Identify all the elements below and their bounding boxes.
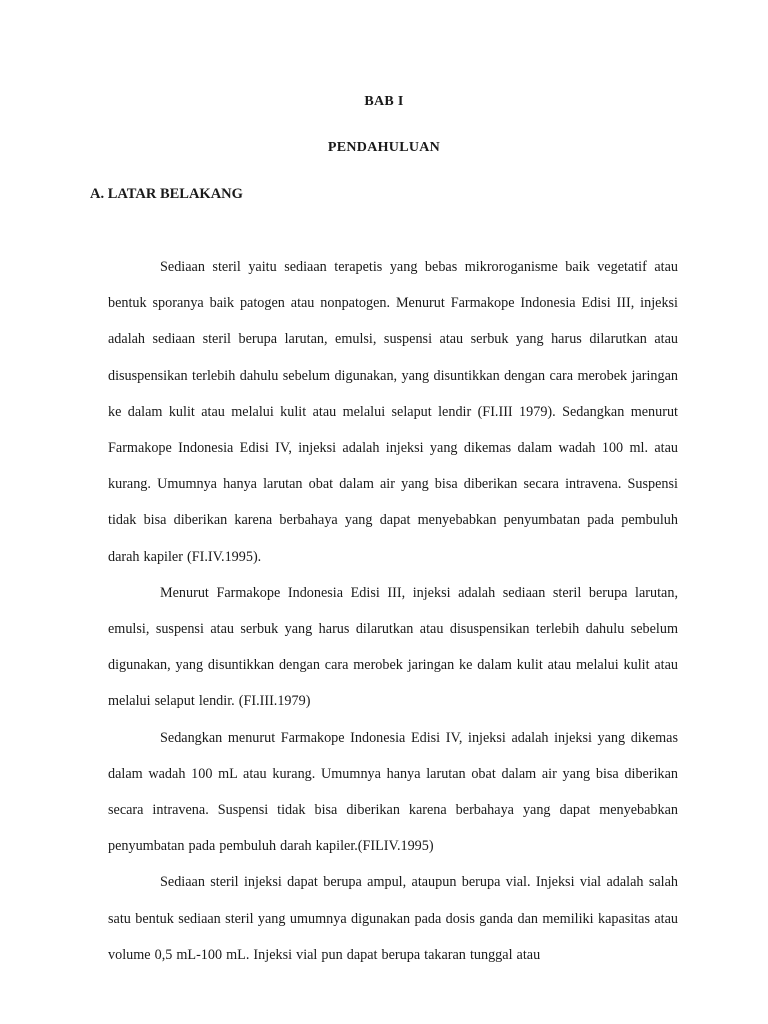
chapter-number: BAB I (364, 94, 404, 109)
paragraph-3: Sedangkan menurut Farmakope Indonesia Edisi IV, injeksi adalah injeksi yang dikemas dalam wadah 100 mL atau kurang. Umumnya hanya larutan obat dalam air yang bisa diberikan secara intravena. Suspensi tidak bisa diberikan karena berbahaya yang dapat menyebabkan penyumbatan pada pembuluh darah kapiler.(FILIV.1995) (108, 729, 678, 855)
paragraph-1: Sediaan steril yaitu sediaan terapetis yang bebas mikroroganisme baik vegetatif atau bentuk sporanya baik patogen atau nonpatogen. Menurut Farmakope Indonesia Edisi III, injeksi adalah sediaan steril berupa larutan, emulsi, suspensi atau serbuk yang harus dilarutkan atau disuspensikan terlebih dahulu sebelum digunakan, yang disuntikkan dengan cara merobek jaringan ke dalam kulit atau melalui kulit atau melalui selaput lendir (FI.III 1979). Sedangkan menurut Farmakope Indonesia Edisi IV, injeksi adalah injeksi yang dikemas dalam wadah 100 ml. atau kurang. Umumnya hanya larutan obat dalam air yang bisa diberikan secara intravena. Suspensi tidak bisa diberikan karena berbahaya yang dapat menyebabkan penyumbatan pada pembuluh darah kapiler (FI.IV.1995). (108, 259, 678, 565)
section-heading: A. LATAR BELAKANG (90, 186, 243, 202)
paragraph-4: Sediaan steril injeksi dapat berupa ampul, ataupun berupa vial. Injeksi vial adalah salah satu bentuk sediaan steril yang umumnya digunakan pada dosis ganda dan memiliki kapasitas atau volume 0,5 mL-100 mL. Injeksi vial pun dapat berupa takaran tunggal atau (108, 874, 678, 963)
body-text (108, 249, 678, 973)
chapter-title: PENDAHULUAN (327, 140, 441, 155)
paragraph-2: Menurut Farmakope Indonesia Edisi III, injeksi adalah sediaan steril berupa larutan, emulsi, suspensi atau serbuk yang harus dilarutkan atau disuspensikan terlebih dahulu sebelum digunakan, yang disuntikkan dengan cara merobek jaringan ke dalam kulit atau melalui kulit atau melalui selaput lendir. (FI.III.1979) (108, 584, 678, 710)
